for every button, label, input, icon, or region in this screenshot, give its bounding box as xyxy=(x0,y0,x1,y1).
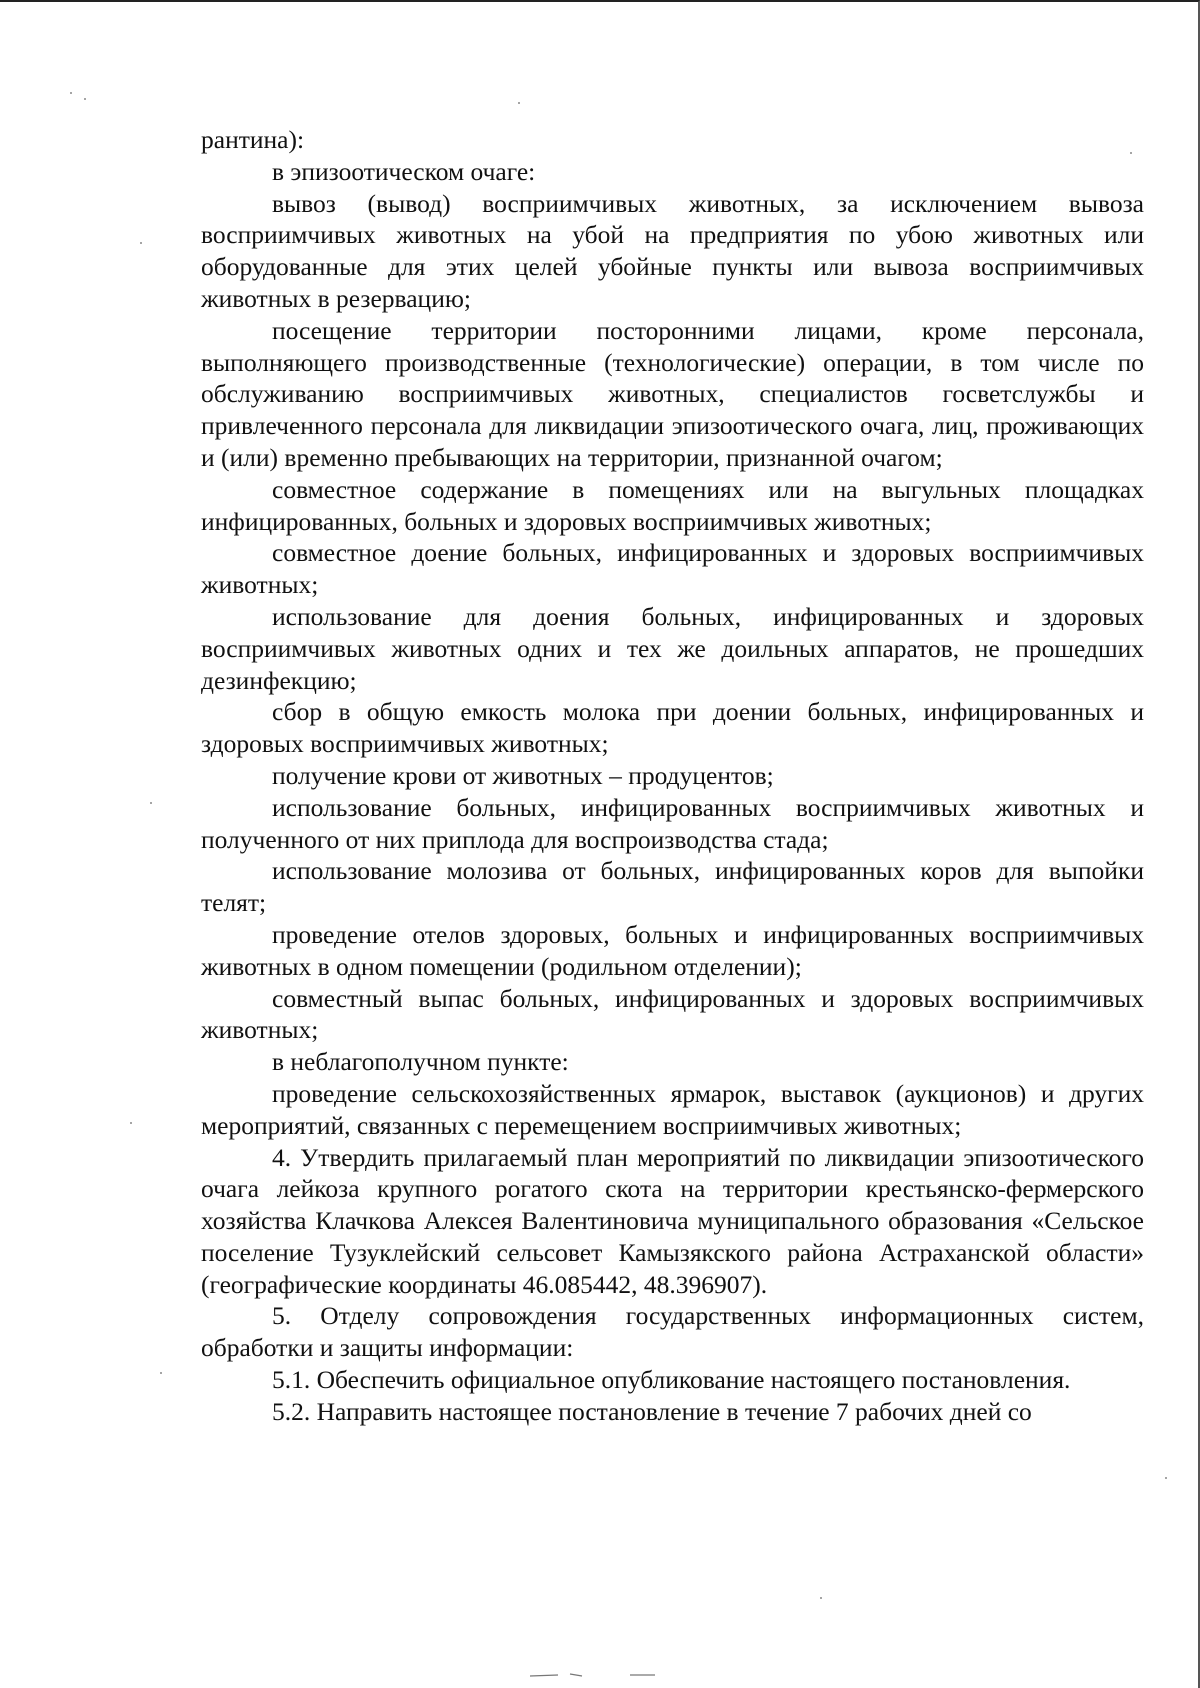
paragraph-clause-5-1: 5.1. Обеспечить официальное опубликование настоящего постановления. xyxy=(272,1365,1071,1395)
scan-speck xyxy=(160,1372,162,1374)
paragraph-list-item: использование для доения больных, инфицированных и здоровых восприимчивых животных одних и тех же доильных аппаратов, не прошедших дезинфекцию; xyxy=(201,601,1144,695)
scan-footer-marks xyxy=(530,1670,730,1680)
paragraph-list-item: посещение территории посторонними лицами, кроме персонала, выполняющего производственные (технологические) операции, в том числе по обслуживанию восприимчивых животных, специалистов госветслужбы и привлеченного персонала для ликвидации эпизоотического очага, лиц, проживающих и (или) временно пребывающих на территории, признанной очагом; xyxy=(201,315,1144,472)
paragraph-list-item: вывоз (вывод) восприимчивых животных, за исключением вывоза восприимчивых животных на убой на предприятия по убою животных или оборудованные для этих целей убойные пункты или вывоза восприимчивых животных в резервацию; xyxy=(201,188,1144,313)
scan-speck xyxy=(130,1122,132,1124)
paragraph-subheading-unfavorable-point: в неблагополучном пункте: xyxy=(272,1047,569,1077)
scan-speck xyxy=(1165,1477,1167,1479)
scan-speck xyxy=(518,102,520,104)
scan-speck xyxy=(1130,152,1132,154)
paragraph-clause-5: 5. Отделу сопровождения государственных информационных систем, обработки и защиты информации: xyxy=(201,1301,1144,1363)
document-body xyxy=(201,124,1144,1428)
paragraph-subheading-episootic-focus: в эпизоотическом очаге: xyxy=(272,156,536,186)
scan-speck xyxy=(140,242,142,244)
paragraph-continuation: рантина): xyxy=(201,125,305,154)
scan-speck xyxy=(70,92,72,94)
paragraph-list-item: проведение сельскохозяйственных ярмарок, выставок (аукционов) и других мероприятий, связанных с перемещением восприимчивых животных; xyxy=(201,1078,1144,1140)
paragraph-list-item: сбор в общую емкость молока при доении больных, инфицированных и здоровых восприимчивых животных; xyxy=(201,697,1144,759)
paragraph-list-item: использование больных, инфицированных восприимчивых животных и полученного от них приплода для воспроизводства стада; xyxy=(201,792,1144,854)
paragraph-list-item: получение крови от животных – продуцентов; xyxy=(272,760,774,790)
paragraph-list-item: использование молозива от больных, инфицированных коров для выпойки телят; xyxy=(201,856,1144,918)
scan-speck xyxy=(84,98,86,100)
paragraph-list-item: совместное содержание в помещениях или на выгульных площадках инфицированных, больных и здоровых восприимчивых животных; xyxy=(201,474,1144,536)
paragraph-clause-5-2: 5.2. Направить настоящее постановление в течение 7 рабочих дней со xyxy=(272,1396,1032,1426)
scan-artifact-icon xyxy=(530,1670,730,1680)
scan-speck xyxy=(150,802,152,804)
paragraph-list-item: проведение отелов здоровых, больных и инфицированных восприимчивых животных в одном помещении (родильном отделении); xyxy=(201,919,1144,981)
paragraph-clause-4: 4. Утвердить прилагаемый план мероприятий по ликвидации эпизоотического очага лейкоза крупного рогатого скота на территории крестьянско-фермерского хозяйства Клачкова Алексея Валентиновича муниципального образования «Сельское поселение Тузуклейский сельсовет Камызякского района Астраханской области» (географические координаты 46.085442, 48.396907). xyxy=(201,1142,1144,1299)
paragraph-list-item: совместное доение больных, инфицированных и здоровых восприимчивых животных; xyxy=(201,538,1144,600)
paragraph-list-item: совместный выпас больных, инфицированных и здоровых восприимчивых животных; xyxy=(201,983,1144,1045)
scan-speck xyxy=(820,1597,822,1599)
